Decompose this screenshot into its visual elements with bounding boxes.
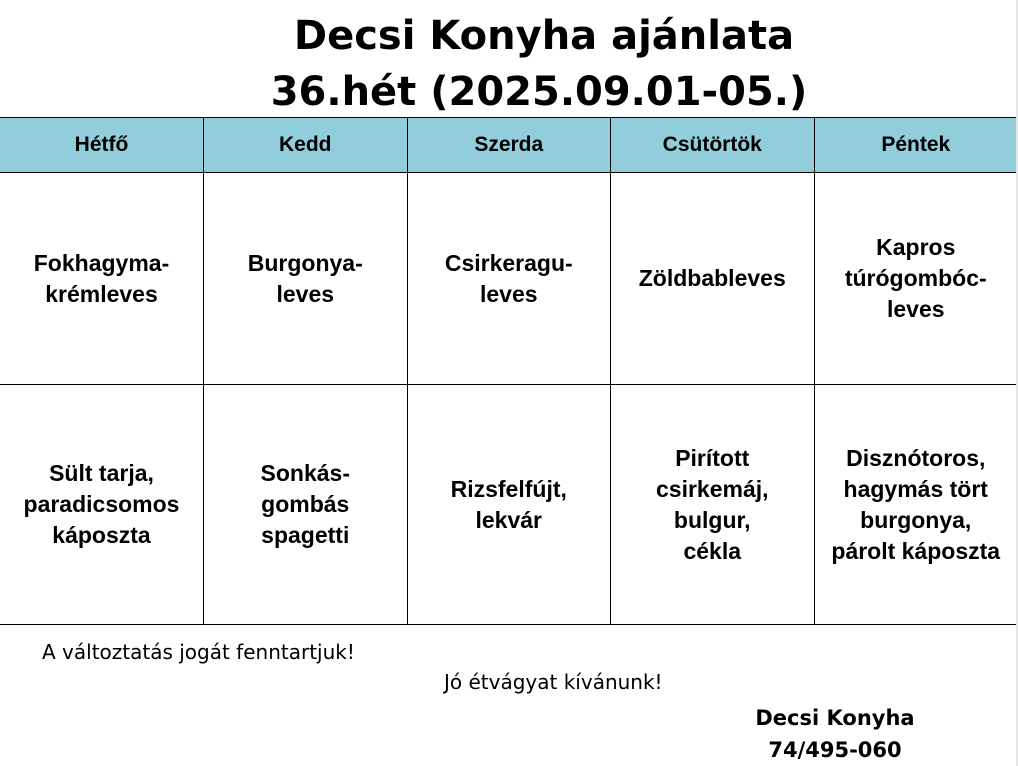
day-header: Péntek [814,118,1018,173]
kitchen-name: Decsi Konyha [755,706,915,730]
title-line-1: Decsi Konyha ajánlata [293,13,795,59]
soup-cell: Zöldbableves [611,173,815,385]
main-course-cell: Disznótoros, hagymás tört burgonya, párolt káposzta [814,385,1018,625]
main-course-cell: Sonkás- gombás spagetti [204,385,408,625]
day-header: Csütörtök [611,118,815,173]
kitchen-phone: 74/495-060 [768,738,902,762]
disclaimer-note: A változtatás jogát fenntartjuk! [42,640,355,664]
page-title [0,8,1018,120]
soup-row [0,173,1018,385]
day-header: Szerda [407,118,611,173]
main-course-cell: Rizsfelfújt, lekvár [407,385,611,625]
bon-appetit-note: Jó étvágyat kívánunk! [444,670,663,694]
title-line-2: 36.hét (2025.09.01-05.) [270,69,808,115]
soup-cell: Burgonya- leves [204,173,408,385]
day-header: Hétfő [0,118,204,173]
main-course-row [0,385,1018,625]
main-course-cell: Pirított csirkemáj, bulgur, cékla [611,385,815,625]
soup-cell: Csirkeragu- leves [407,173,611,385]
main-course-cell: Sült tarja, paradicsomos káposzta [0,385,204,625]
day-header: Kedd [204,118,408,173]
soup-cell: Fokhagyma- krémleves [0,173,204,385]
soup-cell: Kapros túrógombóc- leves [814,173,1018,385]
day-header-row [0,118,1018,173]
kitchen-signature [740,702,930,766]
weekly-menu-table [0,117,1018,625]
